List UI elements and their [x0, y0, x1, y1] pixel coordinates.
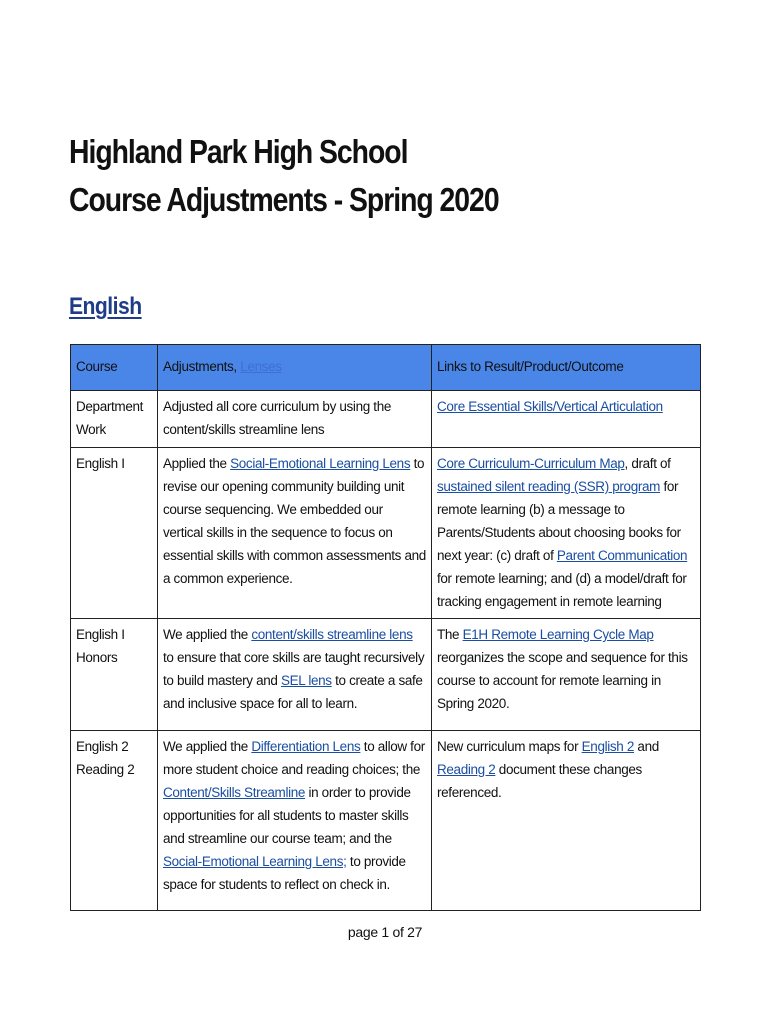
social-emotional-learning-lens-link[interactable]: Social-Emotional Learning Lens — [230, 456, 411, 471]
cell-text: We applied the — [163, 627, 252, 642]
header-adjustments-label: Adjustments, — [163, 359, 241, 374]
core-curriculum-map-link[interactable]: Core Curriculum-Curriculum Map — [437, 456, 625, 471]
adjustments-cell — [158, 391, 432, 448]
parent-communication-link[interactable]: Parent Communication — [556, 548, 688, 563]
adjustments-cell — [158, 619, 432, 731]
content-skills-streamline-link[interactable]: Content/Skills Streamline — [163, 785, 306, 800]
cell-text: to allow for more student choice and reading choices; the — [163, 739, 425, 777]
cell-text: New curriculum maps for — [437, 739, 582, 754]
course-name: English I — [76, 456, 125, 471]
table-row — [71, 448, 701, 619]
cell-text: for remote learning (b) a message to Parents/Students about choosing books for next year: (c) draft of — [437, 479, 681, 563]
course-cell — [71, 619, 158, 731]
adjustments-cell — [158, 731, 432, 911]
cell-text: in order to provide opportunities for all students to master skills and streamline our course team; and the — [163, 785, 411, 846]
differentiation-lens-link[interactable]: Differentiation Lens — [251, 739, 361, 754]
links-cell — [432, 619, 701, 731]
cell-text: to ensure that core skills are taught recursively to build mastery and — [163, 650, 425, 688]
section-heading-english[interactable]: English — [69, 293, 142, 320]
header-adjustments — [158, 345, 432, 391]
cell-text: , draft of — [624, 456, 671, 471]
course-name: Reading 2 — [76, 762, 135, 777]
document-title — [69, 128, 499, 224]
course-cell — [71, 448, 158, 619]
course-name: Honors — [76, 650, 118, 665]
reading-2-map-link[interactable]: Reading 2 — [437, 762, 496, 777]
cell-text: for remote learning; and (d) a model/draft for tracking engagement in remote learning — [437, 571, 687, 609]
table-row — [71, 391, 701, 448]
table-row — [71, 619, 701, 731]
course-name: English 2 — [76, 739, 129, 754]
cell-text: We applied the — [163, 739, 252, 754]
english-2-map-link[interactable]: English 2 — [581, 739, 635, 754]
course-name: Work — [76, 422, 106, 437]
cell-text: Applied the — [163, 456, 231, 471]
content-skills-streamline-lens-link[interactable]: content/skills streamline lens — [251, 627, 413, 642]
core-essential-skills-link[interactable]: Core Essential Skills/Vertical Articulation — [437, 399, 663, 414]
course-cell — [71, 391, 158, 448]
header-links: Links to Result/Product/Outcome — [432, 345, 701, 391]
cell-text: reorganizes the scope and sequence for this course to account for remote learning in Spring 2020. — [437, 650, 688, 711]
sel-lens-link[interactable]: SEL lens — [280, 673, 332, 688]
course-name: Department — [76, 399, 144, 414]
adjustments-cell — [158, 448, 432, 619]
social-emotional-learning-lens-link[interactable]: Social-Emotional Learning Lens; — [163, 854, 347, 869]
links-cell — [432, 391, 701, 448]
cell-text: to provide space for students to reflect on check in. — [163, 854, 406, 892]
cell-text: and — [634, 739, 659, 754]
cell-text: document these changes referenced. — [437, 762, 642, 800]
course-name: English I — [76, 627, 125, 642]
title-line-school: Highland Park High School — [69, 133, 408, 170]
lenses-link[interactable]: Lenses — [240, 359, 282, 374]
course-cell — [71, 731, 158, 911]
course-adjustments-table — [70, 344, 701, 911]
links-cell — [432, 448, 701, 619]
e1h-remote-learning-cycle-map-link[interactable]: E1H Remote Learning Cycle Map — [462, 627, 654, 642]
table-header-row — [71, 345, 701, 391]
cell-text: The — [437, 627, 463, 642]
title-line-course-adjustments: Course Adjustments - Spring 2020 — [69, 181, 499, 218]
page-number: page 1 of 27 — [347, 924, 423, 940]
links-cell — [432, 731, 701, 911]
cell-text: to revise our opening community building unit course sequencing. We embedded our vertical skills in the sequence to focus on essential skills with common assessments and a common experience. — [163, 456, 426, 586]
ssr-program-link[interactable]: sustained silent reading (SSR) program — [437, 479, 661, 494]
cell-text: to create a safe and inclusive space for all to learn. — [163, 673, 423, 711]
table-row — [71, 731, 701, 911]
header-course: Course — [71, 345, 158, 391]
cell-text: Adjusted all core curriculum by using the content/skills streamline lens — [163, 399, 392, 437]
